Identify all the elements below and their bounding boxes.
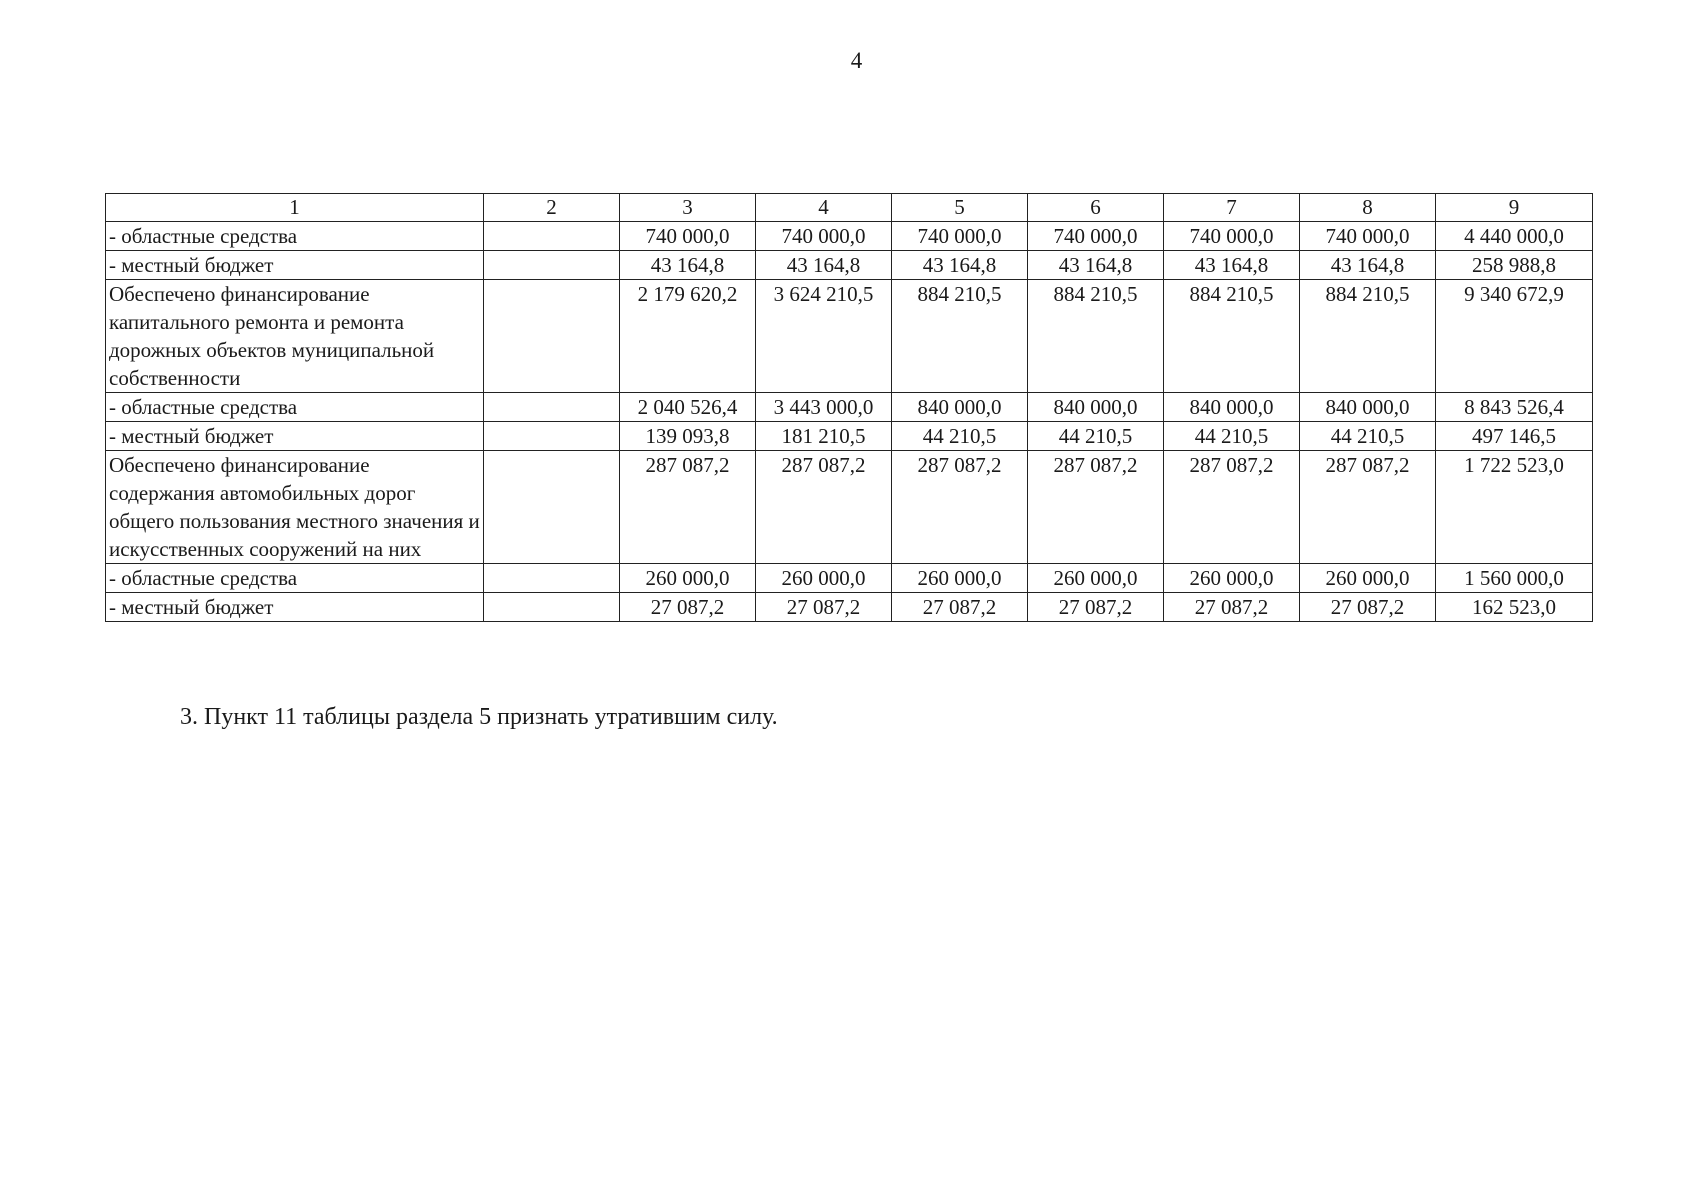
total-cell: 258 988,8 — [1436, 251, 1593, 280]
value-cell: 43 164,8 — [756, 251, 892, 280]
value-cell: 287 087,2 — [1164, 451, 1300, 564]
total-cell: 8 843 526,4 — [1436, 393, 1593, 422]
total-cell: 1 560 000,0 — [1436, 564, 1593, 593]
value-cell: 884 210,5 — [892, 280, 1028, 393]
value-cell: 27 087,2 — [1028, 593, 1164, 622]
value-cell: 740 000,0 — [1028, 222, 1164, 251]
value-cell: 27 087,2 — [892, 593, 1028, 622]
row-label: - местный бюджет — [106, 593, 484, 622]
resolution-paragraph: 3. Пункт 11 таблицы раздела 5 признать утратившим силу. — [180, 704, 778, 730]
value-cell: 840 000,0 — [1164, 393, 1300, 422]
value-cell: 740 000,0 — [1300, 222, 1436, 251]
row-code — [484, 280, 620, 393]
value-cell: 840 000,0 — [892, 393, 1028, 422]
value-cell: 44 210,5 — [1164, 422, 1300, 451]
value-cell: 27 087,2 — [1300, 593, 1436, 622]
header-cell: 6 — [1028, 194, 1164, 222]
value-cell: 840 000,0 — [1028, 393, 1164, 422]
row-label: - местный бюджет — [106, 422, 484, 451]
row-code — [484, 251, 620, 280]
total-cell: 9 340 672,9 — [1436, 280, 1593, 393]
total-cell: 1 722 523,0 — [1436, 451, 1593, 564]
row-code — [484, 222, 620, 251]
value-cell: 740 000,0 — [756, 222, 892, 251]
header-cell: 1 — [106, 194, 484, 222]
value-cell: 287 087,2 — [1028, 451, 1164, 564]
header-cell: 7 — [1164, 194, 1300, 222]
value-cell: 44 210,5 — [892, 422, 1028, 451]
value-cell: 740 000,0 — [892, 222, 1028, 251]
value-cell: 287 087,2 — [1300, 451, 1436, 564]
value-cell: 260 000,0 — [1164, 564, 1300, 593]
row-label: - областные средства — [106, 393, 484, 422]
budget-table — [105, 193, 1593, 622]
header-cell: 8 — [1300, 194, 1436, 222]
header-cell: 5 — [892, 194, 1028, 222]
value-cell: 2 179 620,2 — [620, 280, 756, 393]
value-cell: 287 087,2 — [892, 451, 1028, 564]
table-header-row — [106, 194, 1593, 222]
header-cell: 4 — [756, 194, 892, 222]
value-cell: 260 000,0 — [756, 564, 892, 593]
page-number-text: 4 — [850, 48, 863, 73]
header-cell: 3 — [620, 194, 756, 222]
value-cell: 260 000,0 — [1300, 564, 1436, 593]
row-label: - областные средства — [106, 222, 484, 251]
value-cell: 287 087,2 — [756, 451, 892, 564]
row-code — [484, 422, 620, 451]
value-cell: 3 624 210,5 — [756, 280, 892, 393]
header-cell: 9 — [1436, 194, 1593, 222]
total-cell: 497 146,5 — [1436, 422, 1593, 451]
value-cell: 260 000,0 — [620, 564, 756, 593]
value-cell: 44 210,5 — [1028, 422, 1164, 451]
value-cell: 884 210,5 — [1300, 280, 1436, 393]
row-label: Обеспечено финансирование капитального ремонта и ремонта дорожных объектов муниципальной собственности — [106, 280, 484, 393]
row-label: - местный бюджет — [106, 251, 484, 280]
value-cell: 260 000,0 — [892, 564, 1028, 593]
value-cell: 27 087,2 — [620, 593, 756, 622]
row-label: - областные средства — [106, 564, 484, 593]
table-row — [106, 451, 1593, 564]
row-code — [484, 451, 620, 564]
value-cell: 740 000,0 — [620, 222, 756, 251]
value-cell: 884 210,5 — [1028, 280, 1164, 393]
value-cell: 27 087,2 — [1164, 593, 1300, 622]
row-code — [484, 564, 620, 593]
value-cell: 139 093,8 — [620, 422, 756, 451]
value-cell: 287 087,2 — [620, 451, 756, 564]
value-cell: 43 164,8 — [1300, 251, 1436, 280]
value-cell: 43 164,8 — [892, 251, 1028, 280]
table-row — [106, 593, 1593, 622]
table-row — [106, 280, 1593, 393]
table-row — [106, 251, 1593, 280]
total-cell: 162 523,0 — [1436, 593, 1593, 622]
value-cell: 740 000,0 — [1164, 222, 1300, 251]
value-cell: 43 164,8 — [1028, 251, 1164, 280]
table-row — [106, 393, 1593, 422]
value-cell: 884 210,5 — [1164, 280, 1300, 393]
table-row — [106, 564, 1593, 593]
value-cell: 2 040 526,4 — [620, 393, 756, 422]
value-cell: 44 210,5 — [1300, 422, 1436, 451]
row-label: Обеспечено финансирование содержания автомобильных дорог общего пользования местного значения и искусственных сооружений на них — [106, 451, 484, 564]
row-code — [484, 593, 620, 622]
value-cell: 27 087,2 — [756, 593, 892, 622]
page-number — [0, 48, 1697, 74]
table-row — [106, 222, 1593, 251]
value-cell: 181 210,5 — [756, 422, 892, 451]
value-cell: 840 000,0 — [1300, 393, 1436, 422]
table-row — [106, 422, 1593, 451]
value-cell: 43 164,8 — [620, 251, 756, 280]
value-cell: 260 000,0 — [1028, 564, 1164, 593]
value-cell: 3 443 000,0 — [756, 393, 892, 422]
header-cell: 2 — [484, 194, 620, 222]
total-cell: 4 440 000,0 — [1436, 222, 1593, 251]
row-code — [484, 393, 620, 422]
value-cell: 43 164,8 — [1164, 251, 1300, 280]
